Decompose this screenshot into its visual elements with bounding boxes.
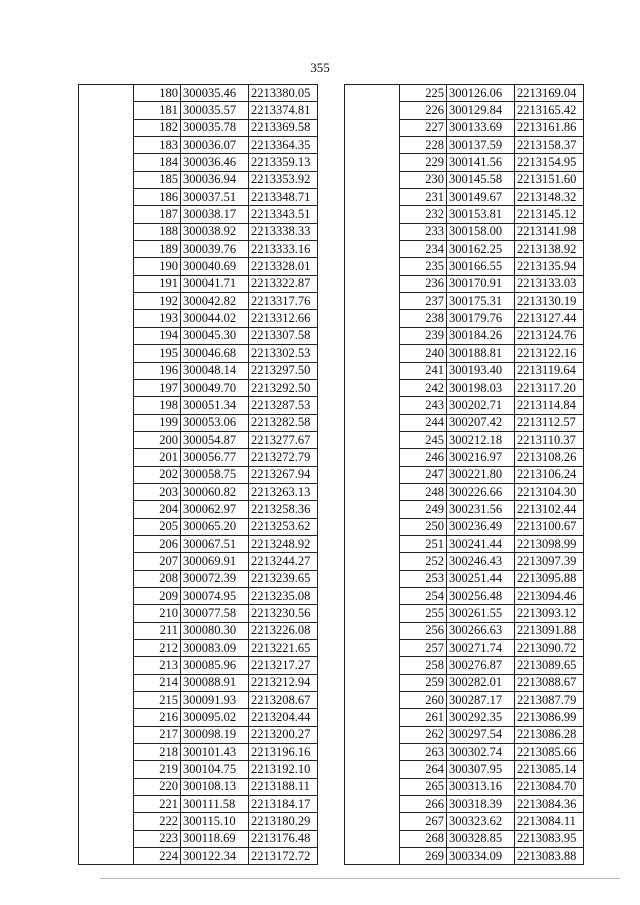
x-coordinate-cell: 300292.35 [447, 709, 515, 726]
x-coordinate-cell: 300104.75 [181, 761, 249, 778]
x-coordinate-cell: 300038.17 [181, 206, 249, 223]
point-number-cell: 269 [400, 848, 447, 865]
point-number-cell: 252 [400, 553, 447, 570]
point-number-cell: 261 [400, 709, 447, 726]
table-row [345, 85, 584, 102]
point-number-cell: 181 [134, 102, 181, 119]
y-coordinate-cell: 2213145.12 [515, 206, 584, 223]
y-coordinate-cell: 2213151.60 [515, 171, 584, 188]
x-coordinate-cell: 300085.96 [181, 657, 249, 674]
y-coordinate-cell: 2213267.94 [249, 466, 318, 483]
point-number-cell: 264 [400, 761, 447, 778]
page-number: 355 [310, 60, 330, 75]
y-coordinate-cell: 2213106.24 [515, 466, 584, 483]
y-coordinate-cell: 2213161.86 [515, 119, 584, 136]
y-coordinate-cell: 2213277.67 [249, 431, 318, 448]
point-number-cell: 180 [134, 85, 181, 102]
point-number-cell: 229 [400, 154, 447, 171]
point-number-cell: 213 [134, 657, 181, 674]
x-coordinate-cell: 300060.82 [181, 483, 249, 500]
x-coordinate-cell: 300328.85 [447, 830, 515, 847]
x-coordinate-cell: 300118.69 [181, 830, 249, 847]
x-coordinate-cell: 300058.75 [181, 466, 249, 483]
x-coordinate-cell: 300044.02 [181, 310, 249, 327]
x-coordinate-cell: 300266.63 [447, 622, 515, 639]
x-coordinate-cell: 300072.39 [181, 570, 249, 587]
y-coordinate-cell: 2213212.94 [249, 674, 318, 691]
table-row [79, 85, 318, 102]
y-coordinate-cell: 2213184.17 [249, 796, 318, 813]
x-coordinate-cell: 300246.43 [447, 553, 515, 570]
point-number-cell: 259 [400, 674, 447, 691]
x-coordinate-cell: 300095.02 [181, 709, 249, 726]
point-number-cell: 257 [400, 640, 447, 657]
x-coordinate-cell: 300080.30 [181, 622, 249, 639]
y-coordinate-cell: 2213188.11 [249, 778, 318, 795]
point-number-cell: 215 [134, 692, 181, 709]
point-number-cell: 220 [134, 778, 181, 795]
point-number-cell: 233 [400, 223, 447, 240]
x-coordinate-cell: 300251.44 [447, 570, 515, 587]
y-coordinate-cell: 2213122.16 [515, 345, 584, 362]
point-number-cell: 210 [134, 605, 181, 622]
point-number-cell: 197 [134, 379, 181, 396]
x-coordinate-cell: 300179.76 [447, 310, 515, 327]
y-coordinate-cell: 2213248.92 [249, 535, 318, 552]
x-coordinate-cell: 300175.31 [447, 293, 515, 310]
x-coordinate-cell: 300153.81 [447, 206, 515, 223]
x-coordinate-cell: 300091.93 [181, 692, 249, 709]
x-coordinate-cell: 300083.09 [181, 640, 249, 657]
y-coordinate-cell: 2213380.05 [249, 85, 318, 102]
y-coordinate-cell: 2213217.27 [249, 657, 318, 674]
x-coordinate-cell: 300158.00 [447, 223, 515, 240]
y-coordinate-cell: 2213133.03 [515, 275, 584, 292]
y-coordinate-cell: 2213312.66 [249, 310, 318, 327]
y-coordinate-cell: 2213343.51 [249, 206, 318, 223]
x-coordinate-cell: 300302.74 [447, 744, 515, 761]
y-coordinate-cell: 2213095.88 [515, 570, 584, 587]
x-coordinate-cell: 300036.46 [181, 154, 249, 171]
y-coordinate-cell: 2213208.67 [249, 692, 318, 709]
point-number-cell: 185 [134, 171, 181, 188]
point-number-cell: 208 [134, 570, 181, 587]
point-number-cell: 193 [134, 310, 181, 327]
x-coordinate-cell: 300231.56 [447, 501, 515, 518]
x-coordinate-cell: 300051.34 [181, 397, 249, 414]
x-coordinate-cell: 300035.78 [181, 119, 249, 136]
x-coordinate-cell: 300170.91 [447, 275, 515, 292]
point-number-cell: 205 [134, 518, 181, 535]
x-coordinate-cell: 300062.97 [181, 501, 249, 518]
point-number-cell: 224 [134, 848, 181, 865]
y-coordinate-cell: 2213302.53 [249, 345, 318, 362]
point-number-cell: 248 [400, 483, 447, 500]
y-coordinate-cell: 2213084.70 [515, 778, 584, 795]
point-number-cell: 265 [400, 778, 447, 795]
y-coordinate-cell: 2213364.35 [249, 137, 318, 154]
point-number-cell: 188 [134, 223, 181, 240]
y-coordinate-cell: 2213119.64 [515, 362, 584, 379]
point-number-cell: 235 [400, 258, 447, 275]
y-coordinate-cell: 2213127.44 [515, 310, 584, 327]
y-coordinate-cell: 2213287.53 [249, 397, 318, 414]
point-number-cell: 266 [400, 796, 447, 813]
x-coordinate-cell: 300193.40 [447, 362, 515, 379]
point-number-cell: 202 [134, 466, 181, 483]
x-coordinate-cell: 300067.51 [181, 535, 249, 552]
point-number-cell: 260 [400, 692, 447, 709]
point-number-cell: 184 [134, 154, 181, 171]
y-coordinate-cell: 2213084.36 [515, 796, 584, 813]
point-number-cell: 262 [400, 726, 447, 743]
x-coordinate-cell: 300318.39 [447, 796, 515, 813]
point-number-cell: 212 [134, 640, 181, 657]
y-coordinate-cell: 2213204.44 [249, 709, 318, 726]
y-coordinate-cell: 2213369.58 [249, 119, 318, 136]
x-coordinate-cell: 300323.62 [447, 813, 515, 830]
point-number-cell: 195 [134, 345, 181, 362]
point-number-cell: 200 [134, 431, 181, 448]
y-coordinate-cell: 2213328.01 [249, 258, 318, 275]
x-coordinate-cell: 300202.71 [447, 397, 515, 414]
point-number-cell: 201 [134, 449, 181, 466]
x-coordinate-cell: 300129.84 [447, 102, 515, 119]
y-coordinate-cell: 2213176.48 [249, 830, 318, 847]
point-number-cell: 254 [400, 587, 447, 604]
point-number-cell: 198 [134, 397, 181, 414]
y-coordinate-cell: 2213359.13 [249, 154, 318, 171]
x-coordinate-cell: 300101.43 [181, 744, 249, 761]
x-coordinate-cell: 300037.51 [181, 189, 249, 206]
y-coordinate-cell: 2213083.95 [515, 830, 584, 847]
x-coordinate-cell: 300141.56 [447, 154, 515, 171]
x-coordinate-cell: 300313.16 [447, 778, 515, 795]
y-coordinate-cell: 2213110.37 [515, 431, 584, 448]
x-coordinate-cell: 300297.54 [447, 726, 515, 743]
point-number-cell: 236 [400, 275, 447, 292]
point-number-cell: 242 [400, 379, 447, 396]
x-coordinate-cell: 300212.18 [447, 431, 515, 448]
x-coordinate-cell: 300221.80 [447, 466, 515, 483]
coordinates-table-left [78, 84, 318, 865]
y-coordinate-cell: 2213292.50 [249, 379, 318, 396]
x-coordinate-cell: 300053.06 [181, 414, 249, 431]
y-coordinate-cell: 2213083.88 [515, 848, 584, 865]
point-number-cell: 222 [134, 813, 181, 830]
x-coordinate-cell: 300226.66 [447, 483, 515, 500]
point-number-cell: 183 [134, 137, 181, 154]
y-coordinate-cell: 2213338.33 [249, 223, 318, 240]
x-coordinate-cell: 300282.01 [447, 674, 515, 691]
point-number-cell: 238 [400, 310, 447, 327]
x-coordinate-cell: 300036.94 [181, 171, 249, 188]
point-number-cell: 268 [400, 830, 447, 847]
y-coordinate-cell: 2213093.12 [515, 605, 584, 622]
y-coordinate-cell: 2213353.92 [249, 171, 318, 188]
y-coordinate-cell: 2213102.44 [515, 501, 584, 518]
y-coordinate-cell: 2213307.58 [249, 327, 318, 344]
point-number-cell: 186 [134, 189, 181, 206]
y-coordinate-cell: 2213089.65 [515, 657, 584, 674]
bottom-rule [100, 878, 620, 879]
coordinates-table-right [344, 84, 584, 865]
x-coordinate-cell: 300056.77 [181, 449, 249, 466]
point-number-cell: 182 [134, 119, 181, 136]
point-number-cell: 223 [134, 830, 181, 847]
y-coordinate-cell: 2213272.79 [249, 449, 318, 466]
point-number-cell: 199 [134, 414, 181, 431]
x-coordinate-cell: 300276.87 [447, 657, 515, 674]
point-number-cell: 243 [400, 397, 447, 414]
point-number-cell: 263 [400, 744, 447, 761]
y-coordinate-cell: 2213196.16 [249, 744, 318, 761]
point-number-cell: 218 [134, 744, 181, 761]
x-coordinate-cell: 300048.14 [181, 362, 249, 379]
x-coordinate-cell: 300036.07 [181, 137, 249, 154]
x-coordinate-cell: 300038.92 [181, 223, 249, 240]
point-number-cell: 190 [134, 258, 181, 275]
y-coordinate-cell: 2213333.16 [249, 241, 318, 258]
y-coordinate-cell: 2213172.72 [249, 848, 318, 865]
y-coordinate-cell: 2213148.32 [515, 189, 584, 206]
x-coordinate-cell: 300261.55 [447, 605, 515, 622]
y-coordinate-cell: 2213124.76 [515, 327, 584, 344]
y-coordinate-cell: 2213297.50 [249, 362, 318, 379]
x-coordinate-cell: 300077.58 [181, 605, 249, 622]
x-coordinate-cell: 300207.42 [447, 414, 515, 431]
x-coordinate-cell: 300198.03 [447, 379, 515, 396]
y-coordinate-cell: 2213135.94 [515, 258, 584, 275]
x-coordinate-cell: 300149.67 [447, 189, 515, 206]
y-coordinate-cell: 2213086.99 [515, 709, 584, 726]
point-number-cell: 214 [134, 674, 181, 691]
empty-column-cell [79, 85, 134, 865]
y-coordinate-cell: 2213253.62 [249, 518, 318, 535]
point-number-cell: 211 [134, 622, 181, 639]
x-coordinate-cell: 300271.74 [447, 640, 515, 657]
y-coordinate-cell: 2213165.42 [515, 102, 584, 119]
point-number-cell: 245 [400, 431, 447, 448]
point-number-cell: 250 [400, 518, 447, 535]
y-coordinate-cell: 2213141.98 [515, 223, 584, 240]
x-coordinate-cell: 300111.58 [181, 796, 249, 813]
point-number-cell: 228 [400, 137, 447, 154]
x-coordinate-cell: 300065.20 [181, 518, 249, 535]
point-number-cell: 256 [400, 622, 447, 639]
point-number-cell: 246 [400, 449, 447, 466]
x-coordinate-cell: 300145.58 [447, 171, 515, 188]
x-coordinate-cell: 300035.46 [181, 85, 249, 102]
x-coordinate-cell: 300287.17 [447, 692, 515, 709]
y-coordinate-cell: 2213087.79 [515, 692, 584, 709]
y-coordinate-cell: 2213348.71 [249, 189, 318, 206]
y-coordinate-cell: 2213088.67 [515, 674, 584, 691]
x-coordinate-cell: 300054.87 [181, 431, 249, 448]
point-number-cell: 219 [134, 761, 181, 778]
x-coordinate-cell: 300216.97 [447, 449, 515, 466]
y-coordinate-cell: 2213282.58 [249, 414, 318, 431]
x-coordinate-cell: 300074.95 [181, 587, 249, 604]
point-number-cell: 189 [134, 241, 181, 258]
point-number-cell: 216 [134, 709, 181, 726]
point-number-cell: 203 [134, 483, 181, 500]
x-coordinate-cell: 300040.69 [181, 258, 249, 275]
y-coordinate-cell: 2213104.30 [515, 483, 584, 500]
y-coordinate-cell: 2213322.87 [249, 275, 318, 292]
x-coordinate-cell: 300122.34 [181, 848, 249, 865]
x-coordinate-cell: 300108.13 [181, 778, 249, 795]
y-coordinate-cell: 2213100.67 [515, 518, 584, 535]
y-coordinate-cell: 2213114.84 [515, 397, 584, 414]
point-number-cell: 232 [400, 206, 447, 223]
point-number-cell: 237 [400, 293, 447, 310]
x-coordinate-cell: 300088.91 [181, 674, 249, 691]
y-coordinate-cell: 2213090.72 [515, 640, 584, 657]
point-number-cell: 191 [134, 275, 181, 292]
point-number-cell: 244 [400, 414, 447, 431]
y-coordinate-cell: 2213244.27 [249, 553, 318, 570]
y-coordinate-cell: 2213180.29 [249, 813, 318, 830]
point-number-cell: 217 [134, 726, 181, 743]
point-number-cell: 221 [134, 796, 181, 813]
point-number-cell: 241 [400, 362, 447, 379]
point-number-cell: 249 [400, 501, 447, 518]
y-coordinate-cell: 2213154.95 [515, 154, 584, 171]
x-coordinate-cell: 300137.59 [447, 137, 515, 154]
x-coordinate-cell: 300049.70 [181, 379, 249, 396]
point-number-cell: 240 [400, 345, 447, 362]
y-coordinate-cell: 2213112.57 [515, 414, 584, 431]
y-coordinate-cell: 2213084.11 [515, 813, 584, 830]
x-coordinate-cell: 300039.76 [181, 241, 249, 258]
x-coordinate-cell: 300241.44 [447, 535, 515, 552]
x-coordinate-cell: 300236.49 [447, 518, 515, 535]
y-coordinate-cell: 2213138.92 [515, 241, 584, 258]
point-number-cell: 207 [134, 553, 181, 570]
x-coordinate-cell: 300045.30 [181, 327, 249, 344]
y-coordinate-cell: 2213200.27 [249, 726, 318, 743]
y-coordinate-cell: 2213130.19 [515, 293, 584, 310]
point-number-cell: 255 [400, 605, 447, 622]
x-coordinate-cell: 300188.81 [447, 345, 515, 362]
x-coordinate-cell: 300115.10 [181, 813, 249, 830]
x-coordinate-cell: 300041.71 [181, 275, 249, 292]
empty-column-cell [345, 85, 400, 865]
x-coordinate-cell: 300035.57 [181, 102, 249, 119]
point-number-cell: 226 [400, 102, 447, 119]
x-coordinate-cell: 300126.06 [447, 85, 515, 102]
y-coordinate-cell: 2213091.88 [515, 622, 584, 639]
point-number-cell: 231 [400, 189, 447, 206]
y-coordinate-cell: 2213108.26 [515, 449, 584, 466]
point-number-cell: 230 [400, 171, 447, 188]
x-coordinate-cell: 300098.19 [181, 726, 249, 743]
point-number-cell: 187 [134, 206, 181, 223]
point-number-cell: 234 [400, 241, 447, 258]
point-number-cell: 194 [134, 327, 181, 344]
x-coordinate-cell: 300046.68 [181, 345, 249, 362]
point-number-cell: 225 [400, 85, 447, 102]
point-number-cell: 209 [134, 587, 181, 604]
point-number-cell: 253 [400, 570, 447, 587]
y-coordinate-cell: 2213117.20 [515, 379, 584, 396]
y-coordinate-cell: 2213086.28 [515, 726, 584, 743]
y-coordinate-cell: 2213263.13 [249, 483, 318, 500]
point-number-cell: 227 [400, 119, 447, 136]
y-coordinate-cell: 2213085.66 [515, 744, 584, 761]
y-coordinate-cell: 2213230.56 [249, 605, 318, 622]
y-coordinate-cell: 2213221.65 [249, 640, 318, 657]
x-coordinate-cell: 300069.91 [181, 553, 249, 570]
y-coordinate-cell: 2213317.76 [249, 293, 318, 310]
x-coordinate-cell: 300162.25 [447, 241, 515, 258]
point-number-cell: 196 [134, 362, 181, 379]
x-coordinate-cell: 300307.95 [447, 761, 515, 778]
point-number-cell: 267 [400, 813, 447, 830]
y-coordinate-cell: 2213097.39 [515, 553, 584, 570]
point-number-cell: 251 [400, 535, 447, 552]
y-coordinate-cell: 2213098.99 [515, 535, 584, 552]
point-number-cell: 206 [134, 535, 181, 552]
x-coordinate-cell: 300184.26 [447, 327, 515, 344]
y-coordinate-cell: 2213094.46 [515, 587, 584, 604]
point-number-cell: 239 [400, 327, 447, 344]
y-coordinate-cell: 2213374.81 [249, 102, 318, 119]
x-coordinate-cell: 300133.69 [447, 119, 515, 136]
y-coordinate-cell: 2213235.08 [249, 587, 318, 604]
x-coordinate-cell: 300166.55 [447, 258, 515, 275]
y-coordinate-cell: 2213169.04 [515, 85, 584, 102]
point-number-cell: 247 [400, 466, 447, 483]
x-coordinate-cell: 300042.82 [181, 293, 249, 310]
x-coordinate-cell: 300334.09 [447, 848, 515, 865]
y-coordinate-cell: 2213085.14 [515, 761, 584, 778]
point-number-cell: 192 [134, 293, 181, 310]
y-coordinate-cell: 2213226.08 [249, 622, 318, 639]
y-coordinate-cell: 2213239.65 [249, 570, 318, 587]
point-number-cell: 204 [134, 501, 181, 518]
x-coordinate-cell: 300256.48 [447, 587, 515, 604]
y-coordinate-cell: 2213258.36 [249, 501, 318, 518]
point-number-cell: 258 [400, 657, 447, 674]
y-coordinate-cell: 2213192.10 [249, 761, 318, 778]
y-coordinate-cell: 2213158.37 [515, 137, 584, 154]
